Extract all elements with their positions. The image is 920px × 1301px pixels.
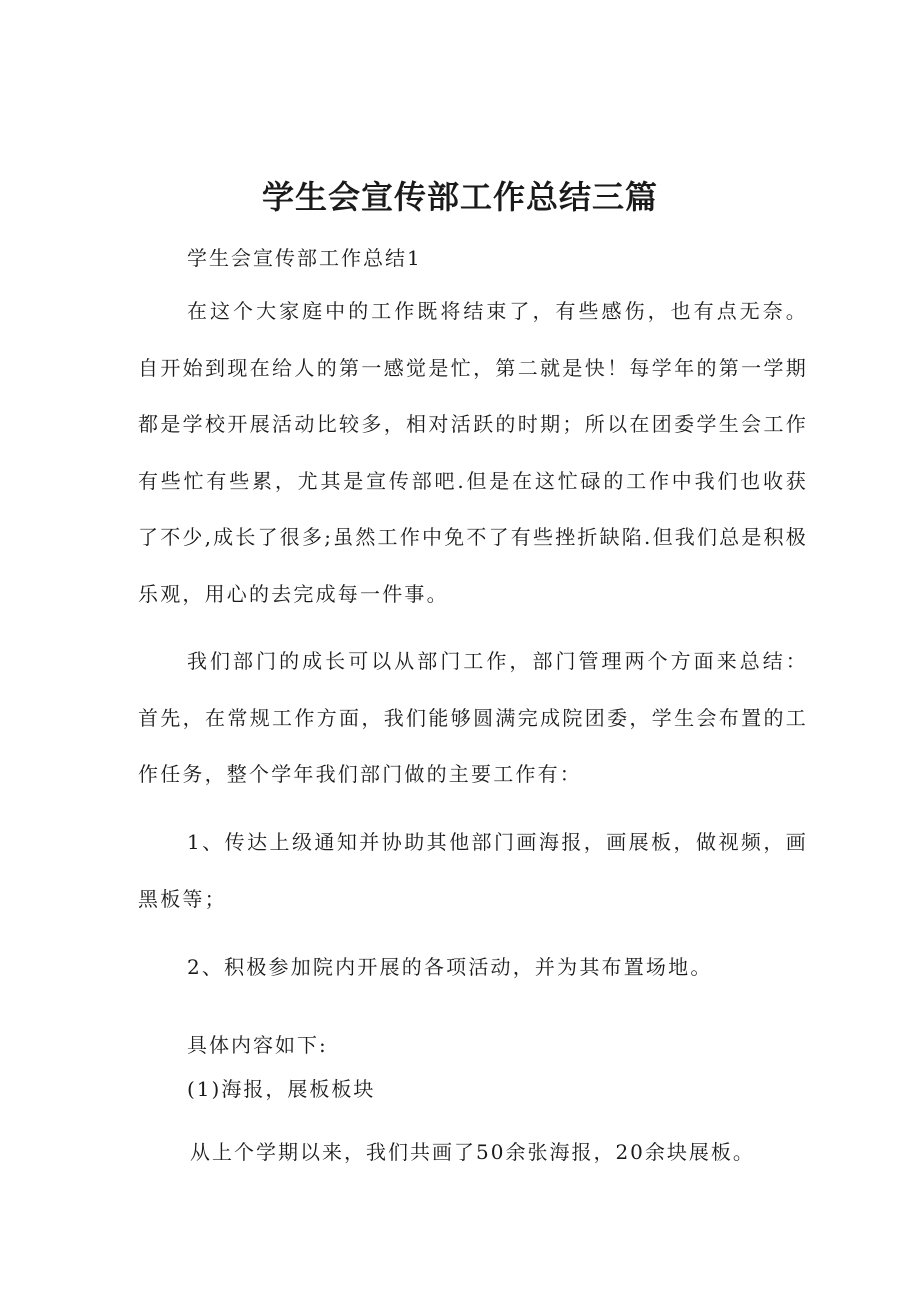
list-item-1: 1、传达上级通知并协助其他部门画海报，画展板，做视频，画黑板等； <box>138 830 808 911</box>
paragraph-stats: 从上个学期以来，我们共画了50余张海报，20余块展板。 <box>190 1140 755 1164</box>
section-heading: 学生会宣传部工作总结1 <box>187 246 422 270</box>
subsection-heading: (1)海报，展板板块 <box>187 1077 376 1101</box>
paragraph-2: 我们部门的成长可以从部门工作，部门管理两个方面来总结：首先，在常规工作方面，我们能够圆满完成院团委，学生会布置的工作任务，整个学年我们部门做的主要工作有： <box>138 649 808 786</box>
list-item-2: 2、积极参加院内开展的各项活动，并为其布置场地。 <box>187 955 713 979</box>
details-intro: 具体内容如下: <box>187 1033 328 1057</box>
document-title: 学生会宣传部工作总结三篇 <box>261 178 658 216</box>
paragraph-1: 在这个大家庭中的工作既将结束了，有些感伤，也有点无奈。自开始到现在给人的第一感觉是忙，第二就是快！每学年的第一学期都是学校开展活动比较多，相对活跃的时期；所以在团委学生会工作有些忙有些累，尤其是宣传部吧.但是在这忙碌的工作中我们也收获了不少,成长了很多;虽然工作中免不了有些挫折缺陷.但我们总是积极乐观，用心的去完成每一件事。 <box>138 299 808 606</box>
